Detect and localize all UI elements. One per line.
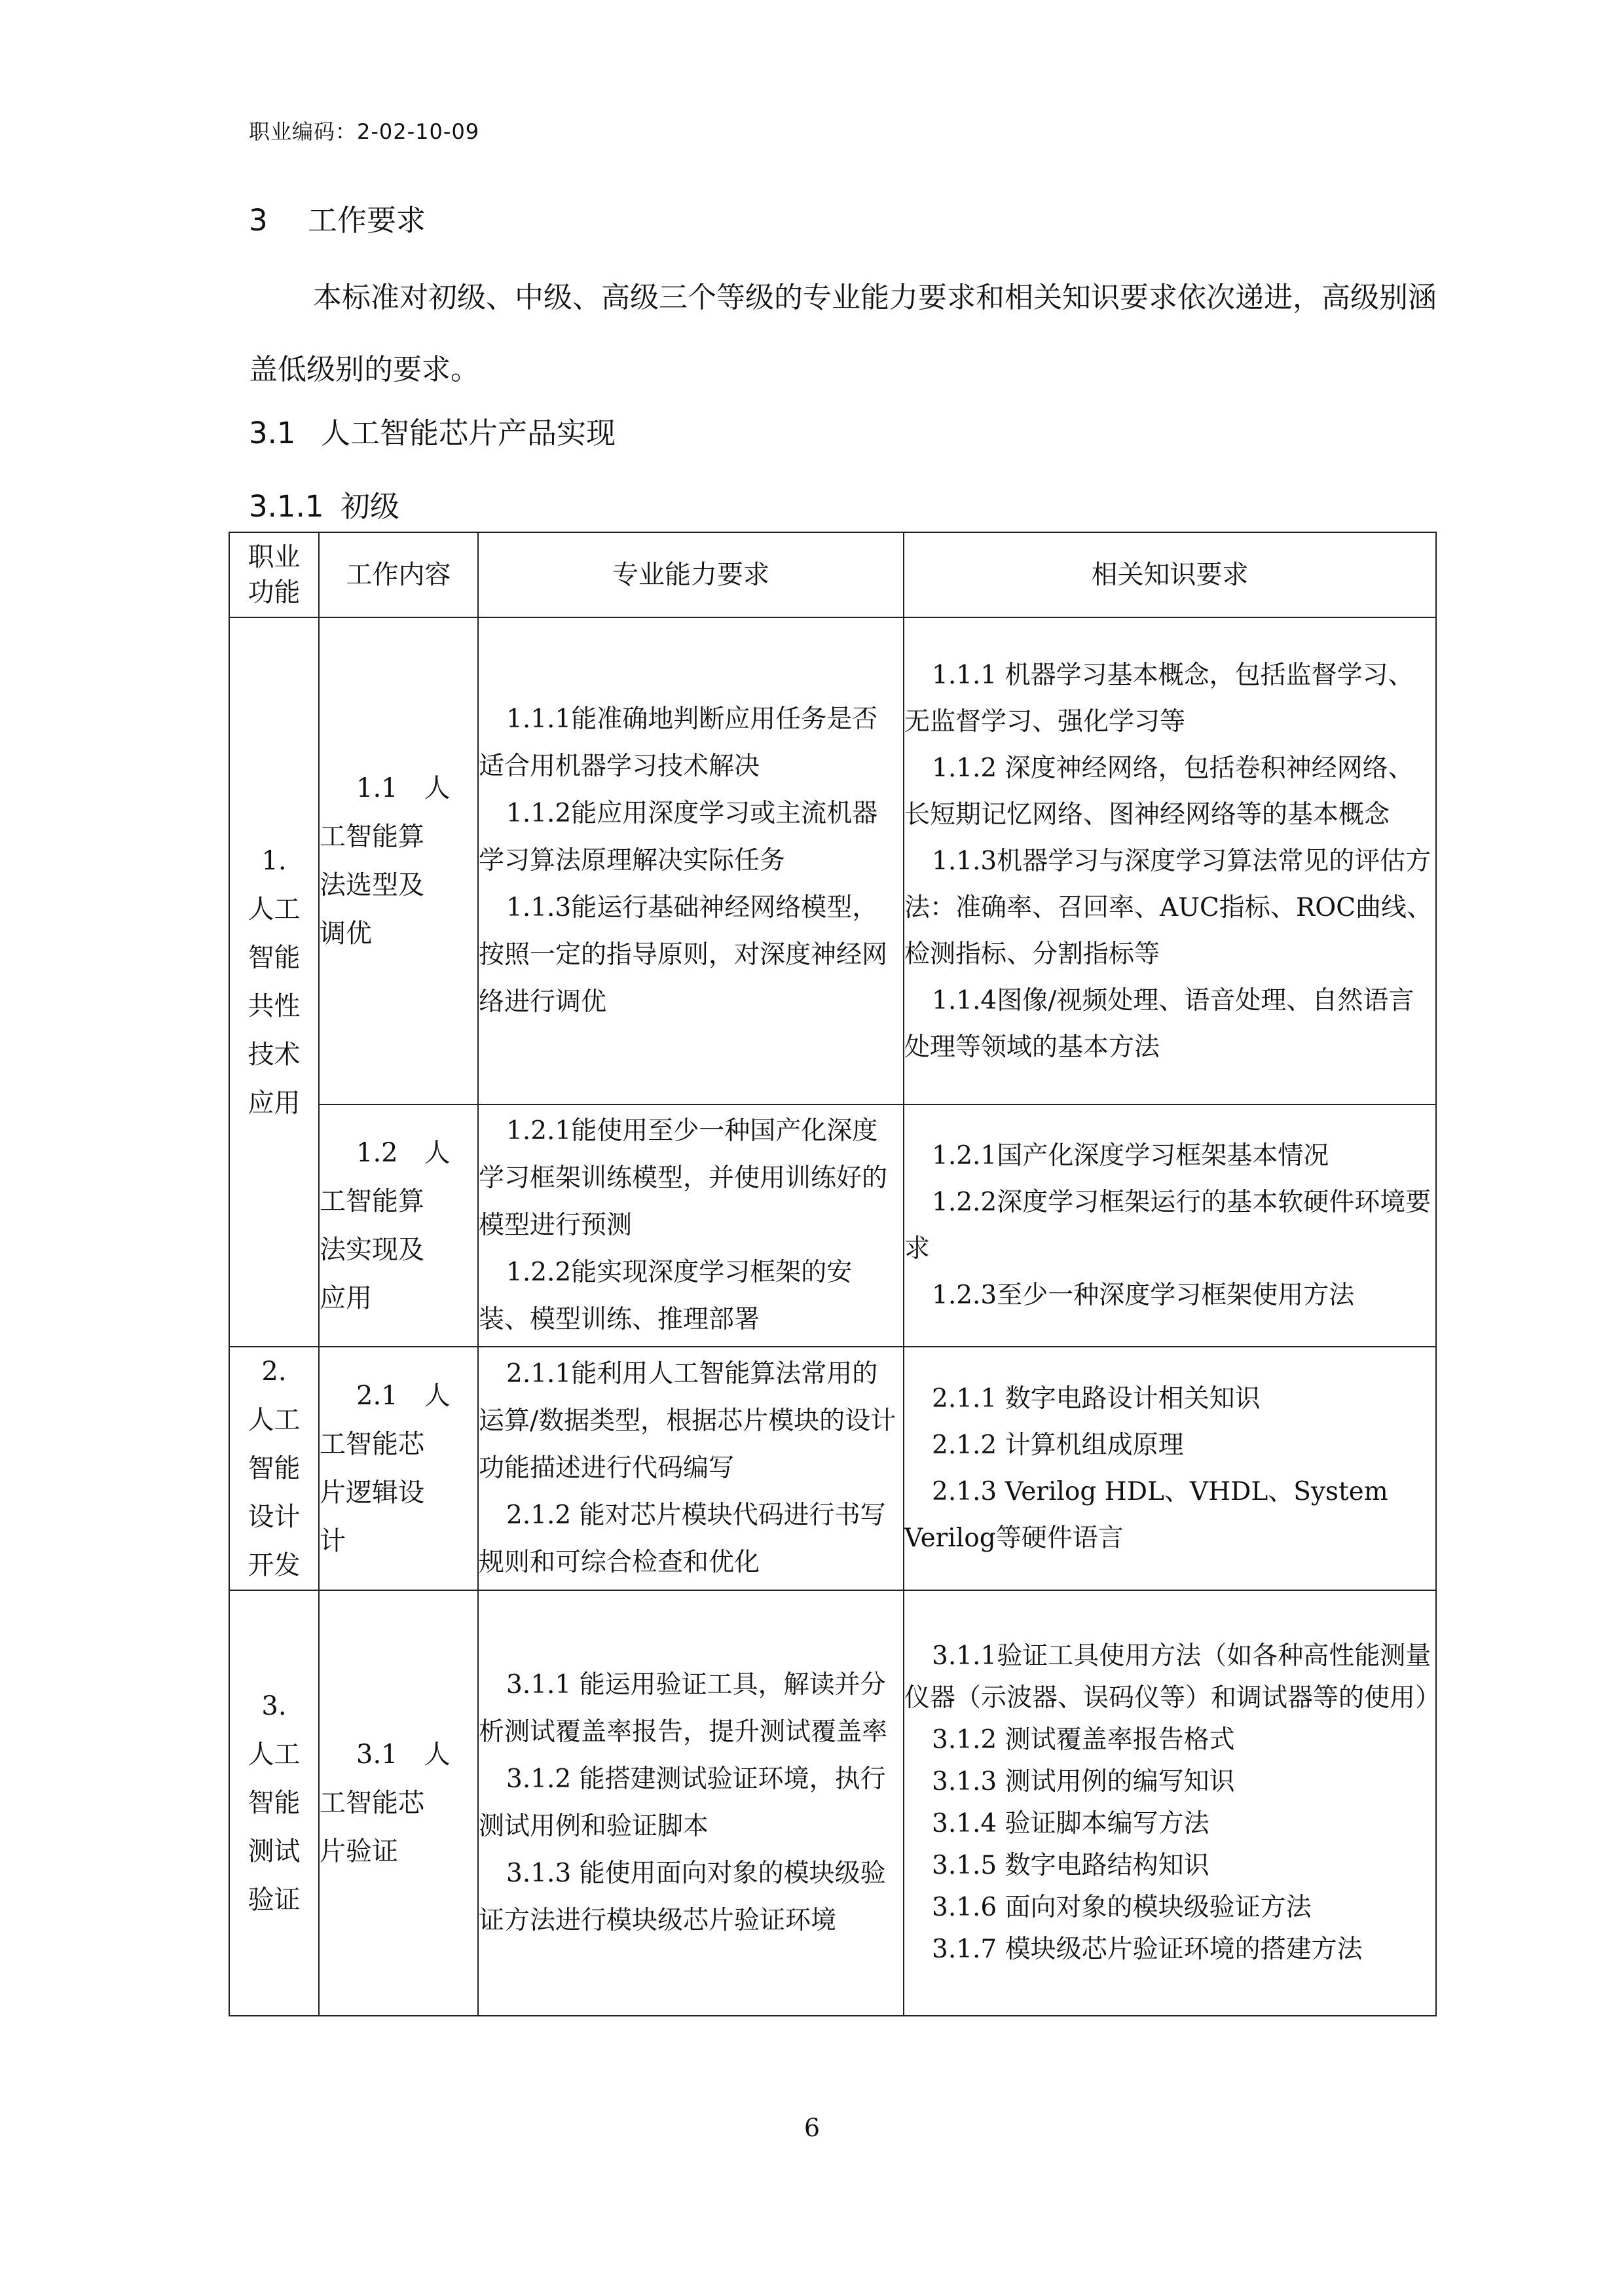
- function-name-line: 测试: [248, 1836, 301, 1867]
- knowledge-item: 1.1.4图像/视频处理、语音处理、自然语言处理等领域的基本方法: [904, 985, 1414, 1062]
- section-3-heading: [249, 196, 426, 239]
- table-row: [229, 1104, 1436, 1347]
- table-row: [229, 1590, 1436, 2016]
- knowledge-item: 3.1.7 模块级芯片验证环境的搭建方法: [932, 1935, 1363, 1964]
- function-name-line: 2.: [261, 1357, 287, 1387]
- work-content-line: 3.1 人: [356, 1740, 451, 1770]
- knowledge-item: 3.1.1验证工具使用方法（如各种高性能测量仪器（示波器、误码仪等）和调试器等的使用）: [904, 1641, 1441, 1713]
- ability-item: 1.2.2能实现深度学习框架的安装、模型训练、推理部署: [479, 1258, 853, 1334]
- table-row: [229, 1347, 1436, 1590]
- work-content-line: 片验证: [320, 1836, 398, 1867]
- table-header-row: [229, 532, 1436, 617]
- function-name-line: 技术: [248, 1040, 301, 1070]
- header-knowledge: 相关知识要求: [904, 532, 1436, 617]
- function-name-line: 开发: [248, 1550, 301, 1580]
- knowledge-item: 1.1.2 深度神经网络，包括卷积神经网络、长短期记忆网络、图神经网络等的基本概念: [904, 753, 1414, 829]
- knowledge-item: 3.1.5 数字电路结构知识: [932, 1851, 1209, 1880]
- occupation-code: 职业编码：2-02-10-09: [249, 119, 480, 144]
- function-cell: [229, 617, 319, 1347]
- ability-item: 3.1.1 能运用验证工具，解读并分析测试覆盖率报告，提升测试覆盖率: [479, 1670, 888, 1747]
- knowledge-cell: [904, 617, 1436, 1104]
- knowledge-item: 3.1.2 测试覆盖率报告格式: [932, 1725, 1235, 1755]
- ability-item: 1.2.1能使用至少一种国产化深度学习框架训练模型，并使用训练好的模型进行预测: [479, 1116, 888, 1240]
- knowledge-item: 1.1.3机器学习与深度学习算法常见的评估方法：准确率、召回率、AUC指标、ROC曲线、检测指标、分割指标等: [904, 846, 1433, 969]
- work-content-line: 1.1 人: [356, 773, 451, 803]
- knowledge-item: 2.1.3 Verilog HDL、VHDL、System Verilog等硬件语言: [904, 1477, 1388, 1553]
- function-name-line: 应用: [248, 1088, 301, 1118]
- work-content-line: 工智能芯: [320, 1429, 424, 1459]
- header-function: 职业 功能: [229, 532, 319, 617]
- ability-item: 3.1.3 能使用面向对象的模块级验证方法进行模块级芯片验证环境: [479, 1859, 886, 1935]
- work-content-line: 工智能芯: [320, 1788, 424, 1818]
- ability-cell: [478, 1590, 904, 2016]
- section-title: 工作要求: [308, 203, 426, 238]
- work-content-line: 工智能算: [320, 822, 424, 852]
- function-name-line: 智能: [248, 1453, 301, 1484]
- section-title: 初级: [341, 489, 400, 524]
- knowledge-item: 1.2.1国产化深度学习框架基本情况: [932, 1141, 1329, 1171]
- ability-item: 1.1.1能准确地判断应用任务是否适合用机器学习技术解决: [479, 704, 878, 781]
- ability-item: 1.1.3能运行基础神经网络模型，按照一定的指导原则，对深度神经网络进行调优: [479, 893, 888, 1017]
- ability-item: 3.1.2 能搭建测试验证环境，执行测试用例和验证脚本: [479, 1764, 886, 1841]
- section-number: 3.1.1: [249, 489, 324, 524]
- work-content-cell: [319, 617, 478, 1104]
- ability-item: 2.1.1能利用人工智能算法常用的运算/数据类型，根据芯片模块的设计功能描述进行代码编写: [479, 1359, 896, 1483]
- work-content-line: 2.1 人: [356, 1381, 451, 1411]
- knowledge-item: 2.1.2 计算机组成原理: [932, 1430, 1184, 1460]
- requirements-table: [229, 532, 1441, 2016]
- ability-item: 2.1.2 能对芯片模块代码进行书写规则和可综合检查和优化: [479, 1501, 886, 1577]
- function-name-line: 人工: [248, 1740, 301, 1770]
- function-name-line: 智能: [248, 1788, 301, 1818]
- function-name-line: 智能: [248, 943, 301, 973]
- page-number: 6: [803, 2113, 821, 2142]
- function-name-line: 1.: [261, 846, 287, 876]
- ability-cell: [478, 617, 904, 1104]
- section-3-1-1-heading: [249, 483, 399, 525]
- work-content-line: 片逻辑设: [320, 1478, 424, 1508]
- section-3-1-heading: [249, 409, 616, 452]
- work-content-line: 工智能算: [320, 1186, 424, 1216]
- knowledge-item: 1.1.1 机器学习基本概念，包括监督学习、无监督学习、强化学习等: [904, 660, 1414, 737]
- ability-item: 1.1.2能应用深度学习或主流机器学习算法原理解决实际任务: [479, 799, 878, 875]
- knowledge-item: 3.1.6 面向对象的模块级验证方法: [932, 1893, 1312, 1922]
- ability-cell: [478, 1104, 904, 1347]
- knowledge-item: 1.2.2深度学习框架运行的基本软硬件环境要求: [904, 1188, 1431, 1264]
- section-number: 3.1: [249, 416, 296, 450]
- work-content-cell: [319, 1347, 478, 1590]
- function-name-line: 验证: [248, 1885, 301, 1915]
- knowledge-cell: [904, 1104, 1436, 1347]
- work-content-line: 调优: [320, 919, 372, 949]
- function-name-line: 共性: [248, 991, 301, 1021]
- header-ability: 专业能力要求: [478, 532, 904, 617]
- work-content-line: 计: [320, 1526, 346, 1556]
- work-content-line: 法实现及: [320, 1235, 424, 1265]
- work-content-line: 1.2 人: [356, 1138, 451, 1168]
- work-content-cell: [319, 1104, 478, 1347]
- function-name-line: 设计: [248, 1502, 301, 1532]
- knowledge-item: 3.1.4 验证脚本编写方法: [932, 1809, 1209, 1838]
- work-content-line: 法选型及: [320, 870, 424, 900]
- section-title: 人工智能芯片产品实现: [321, 416, 616, 450]
- header-work-content: 工作内容: [319, 532, 478, 617]
- knowledge-item: 2.1.1 数字电路设计相关知识: [932, 1384, 1261, 1413]
- function-name-line: 人工: [248, 1405, 301, 1435]
- knowledge-cell: [904, 1590, 1441, 2016]
- intro-paragraph: 本标准对初级、中级、高级三个等级的专业能力要求和相关知识要求依次递进，高级别涵盖低级别的要求。: [249, 281, 1437, 386]
- work-content-cell: [319, 1590, 478, 2016]
- ability-cell: [478, 1347, 904, 1590]
- function-name-line: 人工: [248, 894, 301, 924]
- work-content-line: 应用: [320, 1283, 372, 1313]
- function-cell: [229, 1590, 319, 2016]
- table-row: [229, 617, 1436, 1104]
- function-name-line: 3.: [261, 1691, 287, 1721]
- knowledge-item: 1.2.3至少一种深度学习框架使用方法: [932, 1281, 1355, 1310]
- function-cell: [229, 1347, 319, 1590]
- knowledge-cell: [904, 1347, 1436, 1590]
- section-number: 3: [249, 203, 268, 238]
- knowledge-item: 3.1.3 测试用例的编写知识: [932, 1767, 1235, 1796]
